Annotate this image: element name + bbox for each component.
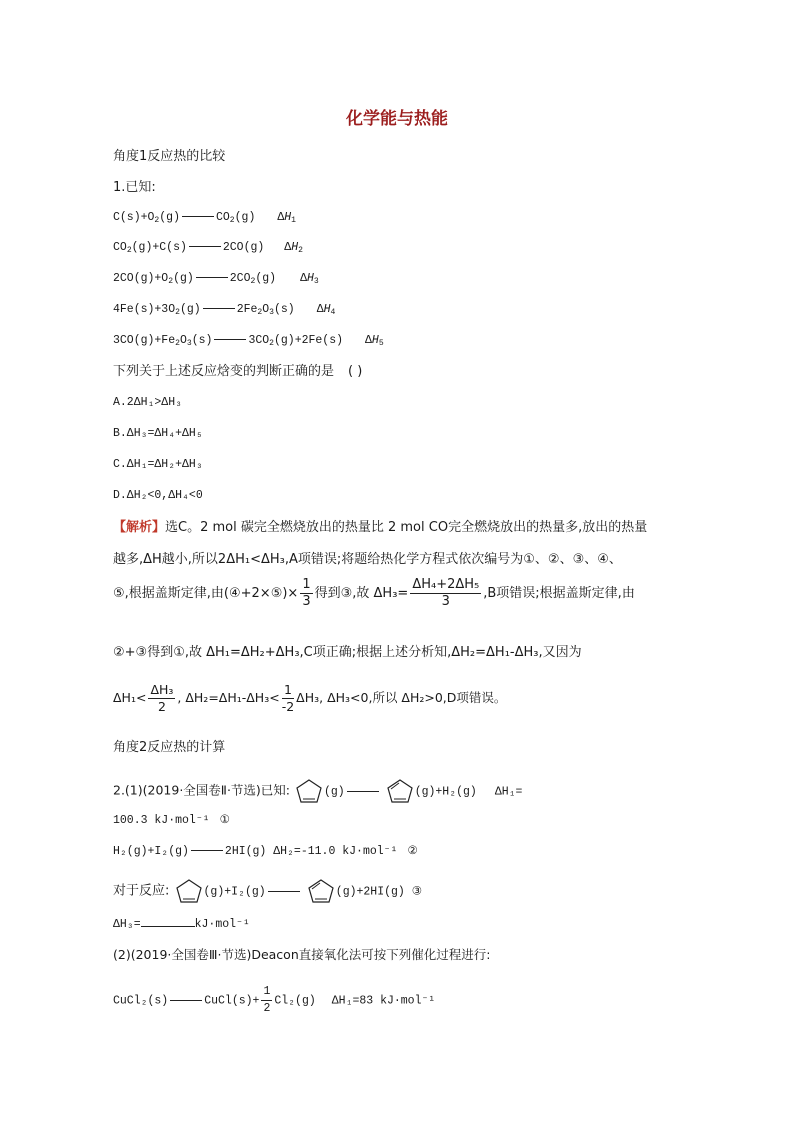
cyclopentadiene-icon [306, 878, 336, 904]
fraction-dh3: $\frac{\text{ΔH₄+2ΔH₅}}{3}$ [412, 577, 480, 609]
section-heading-2: 角度2反应热的计算 [113, 740, 226, 755]
option-a: A.2ΔH₁>ΔH₃ [113, 396, 183, 409]
equation-4: $4Fe(s)+3O_2(g)$ $2Fe_2O_3(s)$ $\Delta H_4$ [113, 303, 336, 317]
q2-reaction: 对于反应: (g)+I₂(g) (g)+2HI(g) ③ [113, 878, 422, 904]
q2-answer-line: ΔH₃= kJ·mol⁻¹ [113, 914, 250, 934]
equation-3: $2CO(g)+O_2(g)$ $2CO_2(g)$ $\Delta H_3$ [113, 272, 319, 286]
analysis-line-4: ②+③得到①,故 ΔH₁=ΔH₂+ΔH₃,C项正确;根据上述分析知,ΔH₂=ΔH₁-ΔH₃,又因为 [113, 645, 582, 660]
analysis-tag: 【解析】 [113, 520, 166, 535]
cyclopentadiene-icon [385, 778, 415, 804]
option-c: C.ΔH₁=ΔH₂+ΔH₃ [113, 458, 203, 471]
q2-part1: 2.(1)(2019·全国卷Ⅱ·节选)已知: (g) (g)+H₂(g) ΔH₁= [113, 778, 522, 804]
equation-2: $CO_2(g)+C(s)$ 2CO(g) $\Delta H_2$ [113, 241, 303, 255]
equation-5: $3CO(g)+Fe_2O_3(s)$ $3CO_2(g)+2Fe(s)$ $\Delta H_5$ [113, 334, 384, 348]
answer-blank[interactable] [141, 914, 195, 927]
q2-part2: (2)(2019·全国卷Ⅲ·节选)Deacon直接氧化法可按下列催化过程进行: [113, 947, 491, 962]
fraction-one-third: $\frac{1}{3}$ [302, 577, 311, 609]
question-1-stem: 下列关于上述反应焓变的判断正确的是 ( ) [113, 364, 363, 379]
cyclopentene-icon [174, 878, 204, 904]
fraction-half: $\frac{1}{2}$ [263, 985, 271, 1015]
question-1-intro: 1.已知: [113, 180, 156, 195]
analysis-line-3: ⑤,根据盖斯定律,由(④+2×⑤)× $\frac{1}{3}$ 得到③,故 ΔH₃= $\frac{\text{ΔH₄+2ΔH₅}}{3}$ ,B项错误;根据盖斯定律,由 [113, 577, 635, 609]
q2-deacon-equation: CuCl₂(s) CuCl(s)+ $\frac{1}{2}$ Cl₂(g) ΔH₁=83 kJ·mol⁻¹ [113, 985, 436, 1015]
fraction-neg-half: $\frac{1}{-2}$ [281, 682, 295, 714]
analysis-line-5: ΔH₁< $\frac{\text{ΔH₃}}{2}$ , ΔH₂=ΔH₁-ΔH₃< $\frac{1}{-2}$ ΔH₃, ΔH₃<0,所以 ΔH₂>0,D项错误。 [113, 682, 507, 714]
q2-part1-value: 100.3 kJ·mol⁻¹ ① [113, 814, 230, 827]
option-b: B.ΔH₃=ΔH₄+ΔH₅ [113, 427, 203, 440]
analysis-line-1: 【解析】选C。2 mol 碳完全燃烧放出的热量比 2 mol CO完全燃烧放出的热量多,放出的热量 [113, 520, 648, 535]
equation-1: $C(s)+O_2(g)$ $CO_2(g)$ $\Delta H_1$ [113, 211, 297, 225]
option-d: D.ΔH₂<0,ΔH₄<0 [113, 489, 203, 502]
fraction-dh3-half: $\frac{\text{ΔH₃}}{2}$ [150, 682, 174, 714]
section-heading-1: 角度1反应热的比较 [113, 149, 226, 164]
cyclopentene-icon [294, 778, 324, 804]
page-title: 化学能与热能 [346, 109, 448, 129]
q2-equation-2: H₂(g)+I₂(g) 2HI(g) ΔH₂=-11.0 kJ·mol⁻¹ ② [113, 845, 418, 858]
analysis-line-2: 越多,ΔH越小,所以2ΔH₁<ΔH₃,A项错误;将题给热化学方程式依次编号为①、②、③、④、 [113, 552, 622, 567]
